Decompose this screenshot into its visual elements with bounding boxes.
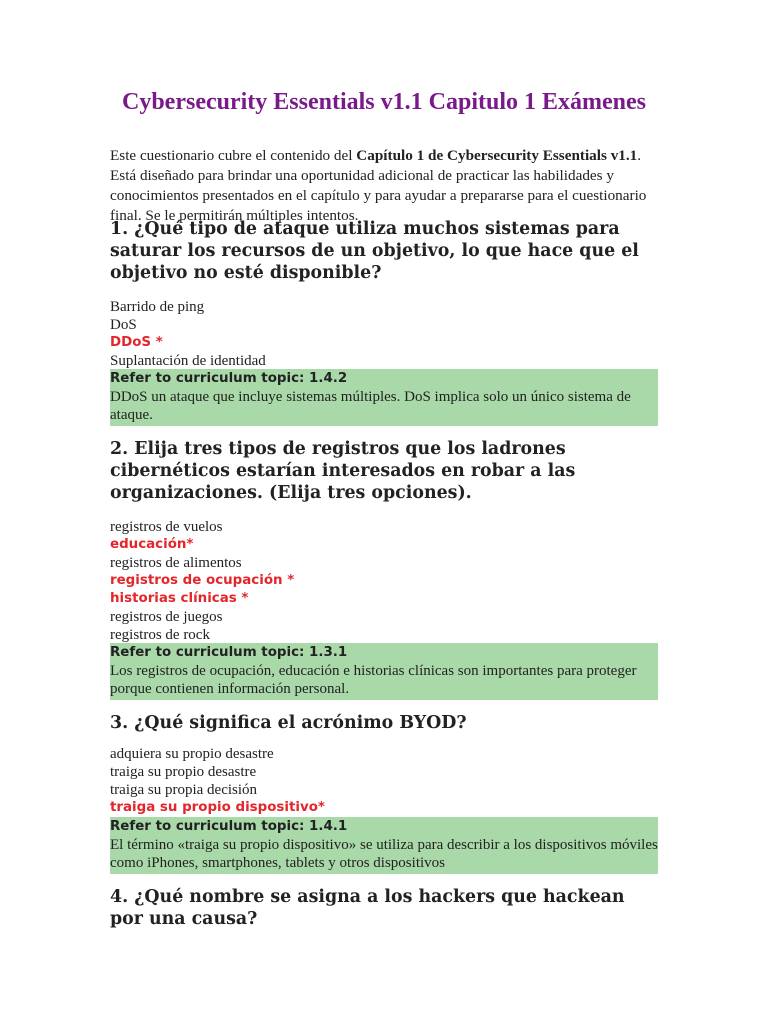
curriculum-topic: Refer to curriculum topic: 1.4.1 (110, 819, 348, 834)
question-3: 3. ¿Qué significa el acrónimo BYOD? (110, 713, 467, 733)
question-2: 2. Elija tres tipos de registros que los ladrones cibernéticos estarían interesados en robar a las organizaciones. (Elija tres opciones). (110, 439, 576, 503)
correct-option: educación* (110, 537, 194, 552)
document-title: Cybersecurity Essentials v1.1 Capitulo 1 Exámenes (122, 89, 646, 115)
correct-option: DDoS * (110, 335, 163, 350)
question-2-feedback (110, 643, 658, 700)
explanation: DDoS un ataque que incluye sistemas múltiples. DoS implica solo un único sistema de ataque. (110, 389, 631, 423)
option: registros de alimentos (110, 555, 242, 571)
curriculum-topic: Refer to curriculum topic: 1.4.2 (110, 371, 348, 386)
option: DoS (110, 317, 137, 333)
explanation: El término «traiga su propio dispositivo» se utiliza para describir a los dispositivos móviles como iPhones, smartphones, tablets y otros dispositivos (110, 837, 658, 871)
intro-prefix: Este cuestionario cubre el contenido del (110, 147, 357, 164)
option: traiga su propia decisión (110, 782, 258, 798)
question-1-feedback (110, 369, 658, 426)
correct-option: traiga su propio dispositivo* (110, 800, 325, 815)
intro-bold: Capítulo 1 de Cybersecurity Essentials v1.1 (356, 147, 638, 164)
curriculum-topic: Refer to curriculum topic: 1.3.1 (110, 645, 348, 660)
question-4: 4. ¿Qué nombre se asigna a los hackers que hackean por una causa? (110, 887, 625, 929)
option: traiga su propio desastre (110, 764, 257, 780)
option: Barrido de ping (110, 299, 205, 315)
question-3-feedback (110, 817, 658, 874)
question-3-options (110, 745, 658, 817)
intro-paragraph (110, 146, 662, 226)
question-2-options (110, 518, 658, 644)
intro-suffix: . Está diseñado para brindar una oportunidad adicional de practicar las habilidades y conocimientos presentados en el capítulo y para ayudar a prepararse para el cuestionario final. Se le permitirán múltiples intentos. (110, 147, 647, 224)
correct-option: registros de ocupación * (110, 573, 295, 588)
option: adquiera su propio desastre (110, 746, 274, 762)
question-1: 1. ¿Qué tipo de ataque utiliza muchos sistemas para saturar los recursos de un objetivo, lo que hace que el objetivo no esté disponible? (110, 219, 639, 283)
option: registros de vuelos (110, 519, 223, 535)
correct-option: historias clínicas * (110, 591, 249, 606)
option: Suplantación de identidad (110, 353, 266, 369)
option: registros de rock (110, 627, 210, 643)
option: registros de juegos (110, 609, 223, 625)
explanation: Los registros de ocupación, educación e historias clínicas son importantes para proteger porque contienen información personal. (110, 663, 637, 697)
question-1-options (110, 298, 658, 370)
